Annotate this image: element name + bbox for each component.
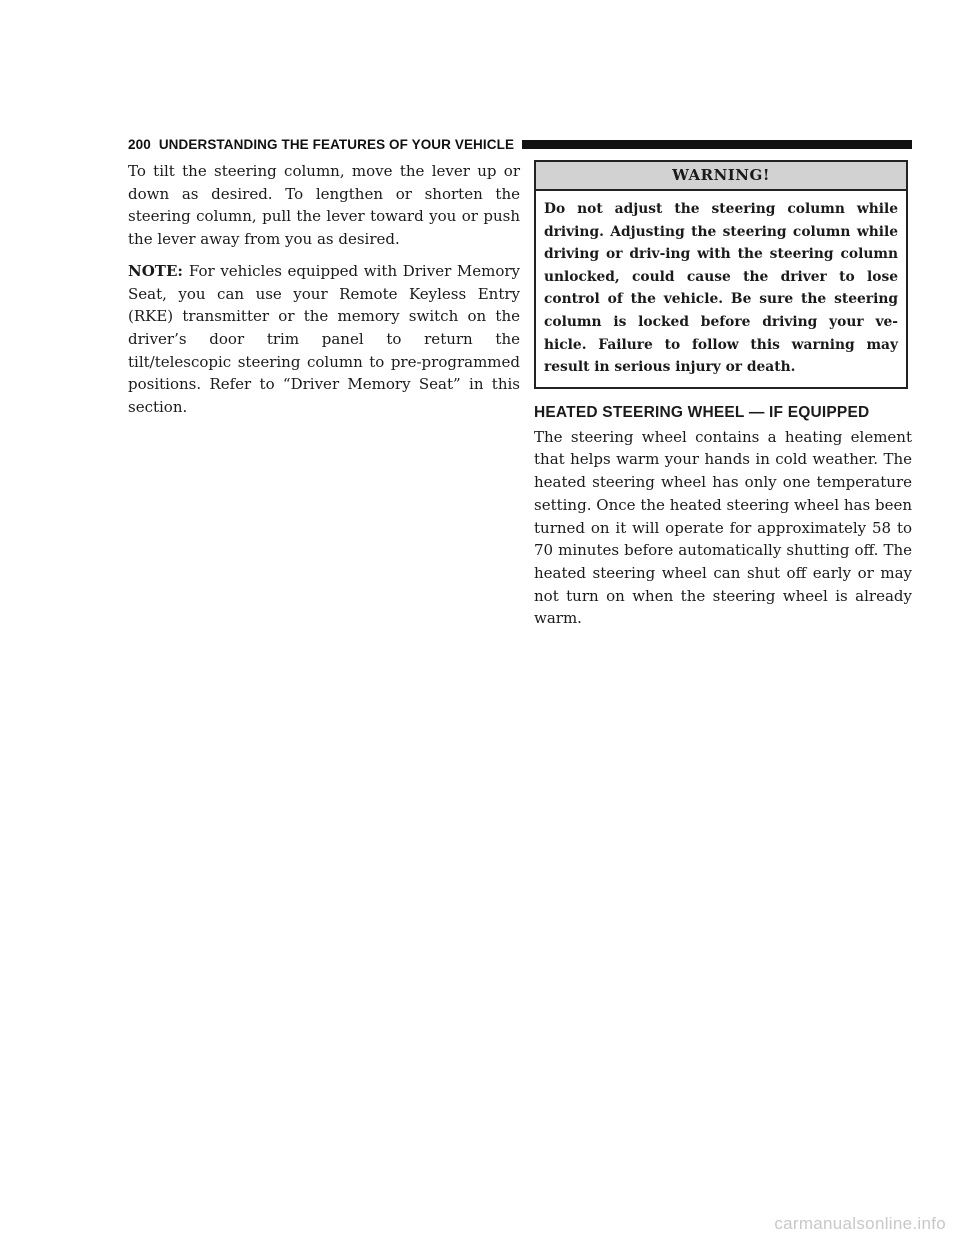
warning-text: Do not adjust the steering column while driving. Adjusting the steering column while driving or driv-ing with the steering column unlocked, could cause the driver to lose control of the vehicle. Be sure the steering column is locked before driving your ve-hicle. Failure to follow this warning may result in serious injury or death. bbox=[544, 201, 898, 376]
right-column bbox=[534, 160, 912, 630]
note-label: NOTE: bbox=[128, 261, 183, 280]
page-number: 200 bbox=[128, 136, 151, 152]
header-rule bbox=[522, 140, 912, 149]
left-column bbox=[128, 160, 520, 419]
heated-steering-wheel-heading: HEATED STEERING WHEEL — IF EQUIPPED bbox=[534, 403, 870, 421]
watermark: carmanualsonline.info bbox=[774, 1214, 946, 1233]
warning-title: WARNING! bbox=[536, 162, 906, 191]
page-header bbox=[128, 136, 912, 152]
section-title: UNDERSTANDING THE FEATURES OF YOUR VEHICLE bbox=[158, 136, 515, 152]
note-paragraph bbox=[128, 260, 520, 419]
warning-box bbox=[534, 160, 908, 389]
tilt-instructions-paragraph: To tilt the steering column, move the lever up or down as desired. To lengthen or shorten the steering column, pull the lever toward you or push the lever away from you as desired. bbox=[128, 162, 520, 249]
note-text: For vehicles equipped with Driver Memory Seat, you can use your Remote Keyless Entry (RKE) transmitter or the memory switch on the driver’s door trim panel to return the tilt/telescopic steering column to pre-programmed positions. Refer to “Driver Memory Seat” in this section. bbox=[128, 261, 520, 417]
heated-steering-wheel-paragraph: The steering wheel contains a heating element that helps warm your hands in cold weather. The heated steering wheel has only one temperature setting. Once the heated steering wheel has been turned on it will operate for approximately 58 to 70 minutes before automatically shutting off. The heated steering wheel can shut off early or may not turn on when the steering wheel is already warm. bbox=[534, 427, 912, 628]
